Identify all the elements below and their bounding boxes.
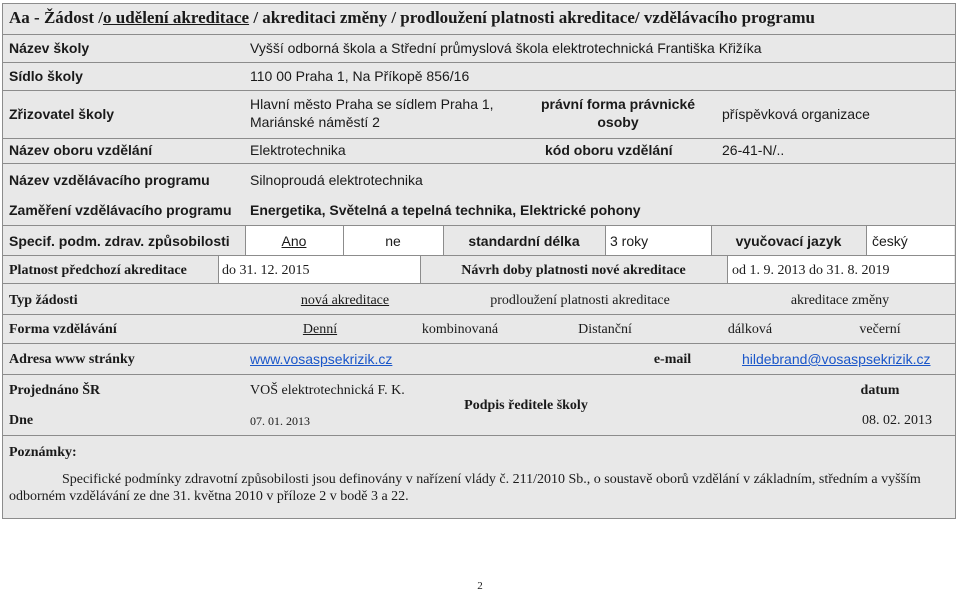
legal-form-label-1: právní forma právnické	[540, 96, 696, 112]
email-link[interactable]: hildebrand@vosaspsekrizik.cz	[742, 351, 931, 367]
school-seat-label: Sídlo školy	[9, 68, 83, 84]
program-focus-label: Zaměření vzdělávacího programu	[9, 202, 232, 218]
date-value: 08. 02. 2013	[862, 413, 932, 428]
program-name-label: Název vzdělávacího programu	[9, 172, 210, 188]
request-type-extension: prodloužení platnosti akreditace	[490, 293, 670, 308]
field-code-value: 26-41-N/..	[722, 142, 785, 158]
col-divider	[605, 225, 606, 255]
legal-form-value: příspěvková organizace	[722, 106, 870, 122]
row-divider	[2, 435, 956, 436]
health-no: ne	[385, 233, 401, 249]
discussed-value: VOŠ elektrotechnická F. K.	[250, 383, 405, 398]
row-divider	[2, 163, 956, 164]
col-divider	[727, 255, 728, 283]
school-name-value: Vyšší odborná škola a Střední průmyslová škola elektrotechnická Františka Křižíka	[250, 40, 762, 56]
row-divider	[2, 225, 956, 226]
col-divider	[866, 225, 867, 255]
signature-label: Podpis ředitele školy	[464, 398, 588, 413]
field-code-label: kód oboru vzdělání	[545, 142, 673, 158]
row-divider	[2, 283, 956, 284]
length-label: standardní délka	[468, 233, 580, 249]
school-name-label: Název školy	[9, 40, 90, 56]
discussed-label: Projednáno ŠR	[9, 383, 101, 398]
day-value: 07. 01. 2013	[250, 414, 310, 428]
row-divider	[2, 90, 956, 91]
page-number: 2	[477, 580, 483, 592]
language-label: vyučovací jazyk	[735, 233, 842, 249]
study-form-distance: Distanční	[578, 322, 632, 337]
day-label: Dne	[9, 413, 34, 428]
request-type-change: akreditace změny	[790, 293, 890, 308]
program-focus-value: Energetika, Světelná a tepelná technika, Elektrické pohony	[250, 202, 641, 218]
row-divider	[2, 34, 956, 35]
title-underlined: o udělení akreditace	[102, 8, 250, 27]
study-form-combined: kombinovaná	[421, 322, 499, 337]
email-label: e-mail	[653, 352, 692, 367]
language-value: český	[872, 233, 908, 249]
legal-form-label-2: osoby	[597, 114, 639, 130]
study-form-label: Forma vzdělávání	[9, 322, 117, 337]
founder-line-2: Mariánské náměstí 2	[250, 114, 380, 130]
row-divider	[2, 343, 956, 344]
row-divider	[2, 62, 956, 63]
school-seat-value: 110 00 Praha 1, Na Příkopě 856/16	[250, 68, 470, 84]
previous-validity-value: do 31. 12. 2015	[222, 263, 310, 278]
form-title	[9, 9, 815, 26]
row-divider	[2, 314, 956, 315]
notes-line-1: Specifické podmínky zdravotní způsobilosti jsou definovány v nařízení vlády č. 211/2010 Sb., o soustavě oborů vzdělání v základním, středním a vyšším	[62, 472, 921, 487]
health-label: Specif. podm. zdrav. způsobilosti	[9, 233, 230, 249]
notes-line-2: odborném vzdělávání ze dne 31. května 2010 v příloze 2 v bodě 3 a 22.	[9, 489, 409, 504]
study-form-evening: večerní	[859, 322, 901, 337]
col-divider	[218, 255, 219, 283]
field-name-label: Název oboru vzdělání	[9, 142, 153, 158]
request-type-label: Typ žádosti	[9, 293, 78, 308]
proposed-validity-label: Návrh doby platnosti nové akreditace	[461, 263, 686, 278]
founder-label: Zřizovatel školy	[9, 106, 115, 122]
row-divider	[2, 374, 956, 375]
founder-line-1: Hlavní město Praha se sídlem Praha 1,	[250, 96, 494, 112]
notes-label: Poznámky:	[9, 445, 77, 460]
health-yes: Ano	[281, 233, 307, 249]
program-name-value: Silnoproudá elektrotechnika	[250, 172, 423, 188]
request-type-new: nová akreditace	[300, 293, 390, 308]
field-name-value: Elektrotechnika	[250, 142, 346, 158]
study-form-daily: Denní	[302, 322, 338, 337]
title-suffix: / akreditaci změny / prodloužení platnosti akreditace/ vzdělávacího programu	[249, 8, 815, 27]
previous-validity-label: Platnost předchozí akreditace	[9, 263, 187, 278]
row-divider	[2, 138, 956, 139]
title-prefix: Aa - Žádost /	[9, 8, 103, 27]
web-url-link[interactable]: www.vosaspsekrizik.cz	[250, 351, 393, 367]
study-form-remote: dálková	[727, 322, 773, 337]
web-label: Adresa www stránky	[9, 352, 135, 367]
length-value: 3 roky	[610, 233, 649, 249]
date-label: datum	[860, 383, 900, 398]
proposed-validity-value: od 1. 9. 2013 do 31. 8. 2019	[732, 263, 890, 278]
